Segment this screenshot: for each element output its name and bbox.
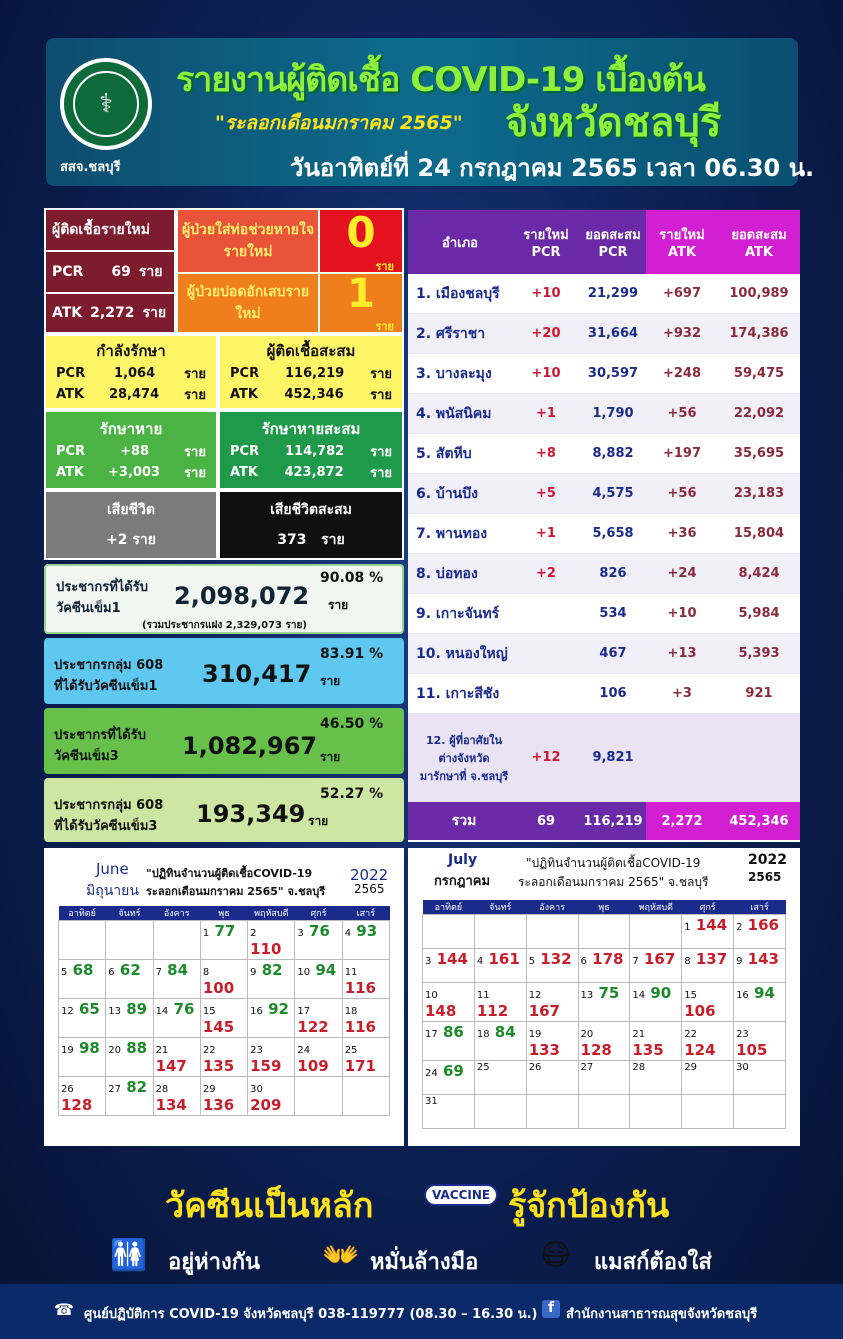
case-count: 145 bbox=[202, 1018, 235, 1036]
vaccine-dose3: ประชากรที่ได้รับ วัคซีนเข็ม3 1,082,967 46.50 % ราย bbox=[44, 708, 404, 774]
calendar-day bbox=[59, 921, 106, 960]
calendar-june: June มิถุนายน "ปฏิทินจำนวนผู้ติดเชื้อCOVID-19 ระลอกเดือนมกราคม 2565" จ.ชลบุรี 2022 2565 อาทิตย์ จันทร์ อังคาร พุธ พฤหัสบดี ศุกร์ เสาร์ 1 77 2 110 3 76 4 93 5 68 6 62 7 84 8 100 9 82 10 94 11 116 12 65 13 89 14 76 15 145 16 92 17 122 18 116 19 98 20 88 21 147 22 135 23 159 24 109 25 171 26 128 27 82 28 134 29 136 30 209 bbox=[44, 848, 404, 1146]
case-count: 178 bbox=[586, 950, 624, 968]
calendar-day bbox=[248, 960, 295, 999]
day-number: 16 bbox=[250, 1006, 263, 1017]
day-number: 3 bbox=[425, 956, 432, 967]
calendar-day bbox=[200, 921, 247, 960]
calendar-day bbox=[682, 949, 734, 983]
case-count: 128 bbox=[61, 1096, 93, 1114]
calendar-day bbox=[342, 999, 389, 1038]
calendar-day bbox=[295, 1038, 342, 1077]
day-number: 21 bbox=[155, 1045, 169, 1056]
day-number: 28 bbox=[632, 1062, 646, 1073]
calendar-day bbox=[526, 1022, 578, 1061]
intubated-value: 0 ราย bbox=[320, 210, 402, 272]
calendar-day bbox=[423, 915, 475, 949]
org-name: สสจ.ชลบุรี bbox=[60, 160, 121, 175]
day-number: 24 bbox=[425, 1068, 438, 1079]
july-grid bbox=[422, 900, 786, 1129]
case-count: 166 bbox=[742, 916, 779, 934]
calendar-day bbox=[106, 1038, 153, 1077]
table-row: 10. หนองใหญ่ 467 +13 5,393 bbox=[408, 634, 800, 674]
weekday-header: เสาร์ bbox=[734, 900, 786, 915]
deaths-box: เสียชีวิต +2 ราย bbox=[46, 492, 216, 558]
case-count: 135 bbox=[632, 1041, 664, 1059]
phone-icon: ☎ bbox=[54, 1300, 74, 1319]
calendar-july: July กรกฎาคม "ปฏิทินจำนวนผู้ติดเชื้อCOVID-19 ระลอกเดือนมกราคม 2565" จ.ชลบุรี 2022 2565 อาทิตย์ จันทร์ อังคาร พุธ พฤหัสบดี ศุกร์ เสาร์ 1 144 2 166 3 144 4 161 5 132 6 178 7 167 8 137 9 143 10 148 11 112 12 167 13 75 14 90 15 106 16 94 17 86 18 84 19 133 20 128 21 135 22 124 23 105 24 69 25 26 27 28 29 30 31 bbox=[408, 848, 800, 1146]
calendar-day bbox=[153, 921, 200, 960]
treating-box: กำลังรักษา PCR 1,064 ราย ATK 28,474 ราย bbox=[46, 336, 216, 408]
weekday-header: ศุกร์ bbox=[295, 906, 342, 921]
calendar-day bbox=[423, 1095, 475, 1129]
calendar-day bbox=[248, 999, 295, 1038]
ministry-logo bbox=[60, 58, 152, 150]
case-count: 134 bbox=[155, 1096, 187, 1114]
case-count: 116 bbox=[344, 979, 376, 997]
calendar-day bbox=[630, 1061, 682, 1095]
case-count: 110 bbox=[250, 940, 282, 958]
weekday-header: จันทร์ bbox=[106, 906, 153, 921]
calendar-day bbox=[342, 1077, 389, 1116]
vaccine-badge: VACCINE bbox=[424, 1184, 498, 1206]
case-count: 75 bbox=[593, 984, 620, 1002]
calendar-day bbox=[474, 1095, 526, 1129]
calendar-day bbox=[734, 949, 786, 983]
day-number: 23 bbox=[736, 1029, 749, 1040]
day-number: 11 bbox=[344, 967, 358, 978]
table-row: 11. เกาะสีชัง 106 +3 921 bbox=[408, 674, 800, 714]
calendar-day bbox=[526, 983, 578, 1022]
case-count: 136 bbox=[202, 1096, 235, 1114]
day-number: 26 bbox=[528, 1062, 542, 1073]
footer bbox=[0, 1284, 843, 1339]
case-count: 135 bbox=[202, 1057, 235, 1075]
case-count: 167 bbox=[528, 1002, 560, 1020]
case-count: 68 bbox=[67, 961, 94, 979]
weekday-header: พุธ bbox=[200, 906, 247, 921]
slogan-left: วัคซีนเป็นหลัก bbox=[165, 1186, 374, 1226]
day-number: 6 bbox=[580, 956, 587, 967]
calendar-day bbox=[59, 960, 106, 999]
recovered-cum-box: รักษาหายสะสม PCR 114,782 ราย ATK 423,872 ราย bbox=[220, 412, 402, 488]
calendar-day bbox=[630, 1095, 682, 1129]
day-number: 30 bbox=[250, 1084, 263, 1095]
table-row: 9. เกาะจันทร์ 534 +10 5,984 bbox=[408, 594, 800, 634]
deaths-cum-box: เสียชีวิตสะสม 373 ราย bbox=[220, 492, 402, 558]
calendar-day bbox=[200, 999, 247, 1038]
case-count: 124 bbox=[684, 1041, 716, 1059]
calendar-day bbox=[295, 921, 342, 960]
day-number: 22 bbox=[202, 1045, 216, 1056]
calendar-day bbox=[734, 1022, 786, 1061]
calendar-day bbox=[578, 1061, 630, 1095]
day-number: 2 bbox=[250, 928, 257, 939]
weekday-header: พุธ bbox=[578, 900, 630, 915]
weekday-header: อาทิตย์ bbox=[423, 900, 475, 915]
case-count: 159 bbox=[250, 1057, 282, 1075]
calendar-day bbox=[630, 949, 682, 983]
day-number: 2 bbox=[736, 922, 743, 933]
day-number: 4 bbox=[476, 956, 484, 967]
weekday-header: อังคาร bbox=[526, 900, 578, 915]
weekday-header: อังคาร bbox=[153, 906, 200, 921]
table-row-total: รวม 69 116,219 2,272 452,346 bbox=[408, 802, 800, 840]
day-number: 19 bbox=[528, 1029, 542, 1040]
calendar-day bbox=[342, 960, 389, 999]
calendar-day bbox=[682, 1095, 734, 1129]
footer-hotline[interactable]: ศูนย์ปฏิบัติการ COVID-19 จังหวัดชลบุรี 038-119777 (08.30 – 16.30 น.) bbox=[84, 1307, 538, 1322]
day-number: 6 bbox=[108, 967, 115, 978]
calendar-day bbox=[295, 1077, 342, 1116]
calendar-day bbox=[153, 999, 200, 1038]
calendar-day bbox=[106, 921, 153, 960]
calendar-day bbox=[248, 1038, 295, 1077]
table-body bbox=[408, 274, 800, 714]
case-count: 161 bbox=[483, 950, 520, 968]
calendar-day bbox=[526, 915, 578, 949]
calendar-day bbox=[200, 960, 247, 999]
vaccine-608-dose3: ประชากรกลุ่ม 608 ที่ได้รับวัคซีนเข็ม3 193,349 52.27 % ราย bbox=[44, 778, 404, 842]
case-count: 112 bbox=[476, 1002, 509, 1020]
day-number: 23 bbox=[250, 1045, 263, 1056]
june-grid bbox=[58, 906, 390, 1116]
day-number: 31 bbox=[425, 1096, 438, 1107]
calendar-day bbox=[106, 960, 153, 999]
day-number: 17 bbox=[425, 1029, 438, 1040]
calendar-day bbox=[295, 960, 342, 999]
weekday-header: อาทิตย์ bbox=[59, 906, 106, 921]
day-number: 18 bbox=[476, 1029, 490, 1040]
case-count: 82 bbox=[256, 961, 283, 979]
case-count: 93 bbox=[351, 922, 378, 940]
day-number: 9 bbox=[736, 956, 743, 967]
day-number: 22 bbox=[684, 1029, 697, 1040]
calendar-day bbox=[734, 983, 786, 1022]
day-number: 24 bbox=[297, 1045, 311, 1056]
district-table bbox=[408, 210, 800, 842]
calendar-day bbox=[295, 999, 342, 1038]
day-number: 21 bbox=[632, 1029, 646, 1040]
case-count: 137 bbox=[690, 950, 728, 968]
calendar-day bbox=[578, 1095, 630, 1129]
wave-subtitle: "ระลอกเดือนมกราคม 2565" bbox=[215, 112, 463, 134]
day-number: 3 bbox=[297, 928, 304, 939]
calendar-day bbox=[248, 921, 295, 960]
day-number: 12 bbox=[61, 1006, 74, 1017]
case-count: 105 bbox=[736, 1041, 768, 1059]
calendar-day bbox=[423, 949, 475, 983]
calendar-day bbox=[153, 1077, 200, 1116]
case-count: 76 bbox=[168, 1000, 195, 1018]
case-count: 82 bbox=[121, 1078, 148, 1096]
case-count: 62 bbox=[114, 961, 141, 979]
day-number: 25 bbox=[344, 1045, 358, 1056]
handwash-icon: 👐 bbox=[322, 1238, 360, 1273]
case-count: 76 bbox=[303, 922, 330, 940]
day-number: 8 bbox=[202, 967, 210, 978]
calendar-day bbox=[59, 999, 106, 1038]
case-count: 94 bbox=[310, 961, 337, 979]
case-count: 109 bbox=[297, 1057, 329, 1075]
day-number: 14 bbox=[632, 990, 646, 1001]
case-count: 100 bbox=[202, 979, 235, 997]
distance-icon: 🚻 bbox=[110, 1238, 148, 1273]
case-count: 94 bbox=[748, 984, 775, 1002]
calendar-day bbox=[200, 1077, 247, 1116]
day-number: 19 bbox=[61, 1045, 74, 1056]
calendar-day bbox=[106, 1077, 153, 1116]
case-count: 69 bbox=[437, 1062, 464, 1080]
case-count: 77 bbox=[209, 922, 236, 940]
day-number: 28 bbox=[155, 1084, 169, 1095]
calendar-day bbox=[423, 1061, 475, 1095]
case-count: 147 bbox=[155, 1057, 187, 1075]
calendar-day bbox=[682, 1022, 734, 1061]
case-count: 144 bbox=[690, 916, 728, 934]
day-number: 17 bbox=[297, 1006, 311, 1017]
day-number: 30 bbox=[736, 1062, 749, 1073]
calendar-day bbox=[734, 915, 786, 949]
calendar-day bbox=[200, 1038, 247, 1077]
calendar-day bbox=[578, 915, 630, 949]
day-number: 11 bbox=[476, 990, 490, 1001]
province-title: จังหวัดชลบุรี bbox=[505, 100, 722, 146]
day-number: 13 bbox=[108, 1006, 122, 1017]
day-number: 26 bbox=[61, 1084, 74, 1095]
table-row: 6. บ้านบึง +5 4,575 +56 23,183 bbox=[408, 474, 800, 514]
footer-facebook[interactable]: สำนักงานสาธารณสุขจังหวัดชลบุรี bbox=[566, 1307, 758, 1322]
calendar-day bbox=[59, 1038, 106, 1077]
case-count: 167 bbox=[638, 950, 676, 968]
calendar-day bbox=[682, 915, 734, 949]
day-number: 1 bbox=[202, 928, 210, 939]
day-number: 7 bbox=[632, 956, 639, 967]
pneumonia-value: 1 ราย bbox=[320, 274, 402, 332]
calendar-day bbox=[474, 983, 526, 1022]
calendar-day bbox=[342, 1038, 389, 1077]
case-count: 116 bbox=[344, 1018, 376, 1036]
calendar-day bbox=[474, 949, 526, 983]
report-date: วันอาทิตย์ที่ 24 กรกฎาคม 2565 เวลา 06.30 น. bbox=[290, 154, 815, 182]
case-count: 98 bbox=[73, 1039, 100, 1057]
calendar-day bbox=[734, 1095, 786, 1129]
mask-text: แมสก์ต้องใส่ bbox=[594, 1250, 712, 1275]
case-count: 92 bbox=[262, 1000, 289, 1018]
calendar-day bbox=[526, 1095, 578, 1129]
day-number: 12 bbox=[528, 990, 542, 1001]
table-row-other: 12. ผู้ที่อาศัยใน ต่างจังหวัด มารักษาที่ จ.ชลบุรี +12 9,821 bbox=[408, 714, 800, 802]
cumulative-box: ผู้ติดเชื้อสะสม PCR 116,219 ราย ATK 452,346 ราย bbox=[220, 336, 402, 408]
case-count: 86 bbox=[437, 1023, 464, 1041]
calendar-day bbox=[682, 983, 734, 1022]
case-count: 143 bbox=[742, 950, 779, 968]
case-count: 133 bbox=[528, 1041, 560, 1059]
table-row: 1. เมืองชลบุรี +10 21,299 +697 100,989 bbox=[408, 274, 800, 314]
case-count: 84 bbox=[161, 961, 189, 979]
day-number: 9 bbox=[250, 967, 257, 978]
day-number: 20 bbox=[580, 1029, 594, 1040]
day-number: 5 bbox=[61, 967, 68, 978]
calendar-day bbox=[474, 1022, 526, 1061]
case-count: 106 bbox=[684, 1002, 716, 1020]
day-number: 20 bbox=[108, 1045, 122, 1056]
case-count: 171 bbox=[344, 1057, 376, 1075]
day-number: 15 bbox=[684, 990, 697, 1001]
day-number: 8 bbox=[684, 956, 691, 967]
day-number: 18 bbox=[344, 1006, 358, 1017]
new-atk: ATK 2,272 ราย bbox=[46, 294, 174, 332]
calendar-day bbox=[474, 915, 526, 949]
case-count: 132 bbox=[535, 950, 572, 968]
calendar-day bbox=[423, 983, 475, 1022]
case-count: 128 bbox=[580, 1041, 612, 1059]
calendar-day bbox=[106, 999, 153, 1038]
table-row: 3. บางละมุง +10 30,597 +248 59,475 bbox=[408, 354, 800, 394]
day-number: 15 bbox=[202, 1006, 216, 1017]
vaccine-608-dose1: ประชากรกลุ่ม 608 ที่ได้รับวัคซีนเข็ม1 310,417 83.91 % ราย bbox=[44, 638, 404, 704]
calendar-day bbox=[578, 949, 630, 983]
pneumonia-label: ผู้ป่วยปอดอักเสบรายใหม่ bbox=[178, 274, 318, 332]
calendar-day bbox=[578, 983, 630, 1022]
day-number: 4 bbox=[344, 928, 352, 939]
calendar-day bbox=[59, 1077, 106, 1116]
day-number: 27 bbox=[108, 1084, 122, 1095]
case-count: 65 bbox=[73, 1000, 100, 1018]
new-pcr: PCR 69 ราย bbox=[46, 252, 174, 292]
caduceus-icon: ⚕ bbox=[73, 71, 139, 137]
day-number: 27 bbox=[580, 1062, 594, 1073]
calendar-day bbox=[630, 983, 682, 1022]
case-count: 209 bbox=[250, 1096, 282, 1114]
case-count: 84 bbox=[489, 1023, 516, 1041]
case-count: 144 bbox=[431, 950, 468, 968]
case-count: 148 bbox=[425, 1002, 457, 1020]
case-count: 88 bbox=[121, 1039, 148, 1057]
calendar-day bbox=[526, 1061, 578, 1095]
day-number: 13 bbox=[580, 990, 594, 1001]
calendar-day bbox=[153, 1038, 200, 1077]
calendar-day bbox=[342, 921, 389, 960]
table-row: 2. ศรีราชา +20 31,664 +932 174,386 bbox=[408, 314, 800, 354]
day-number: 10 bbox=[297, 967, 311, 978]
weekday-header: พฤหัสบดี bbox=[630, 900, 682, 915]
table-row: 4. พนัสนิคม +1 1,790 +56 22,092 bbox=[408, 394, 800, 434]
calendar-day bbox=[474, 1061, 526, 1095]
facebook-icon: f bbox=[542, 1300, 560, 1318]
recovered-box: รักษาหาย PCR +88 ราย ATK +3,003 ราย bbox=[46, 412, 216, 488]
slogan-right: รู้จักป้องกัน bbox=[508, 1186, 670, 1226]
calendar-day bbox=[734, 1061, 786, 1095]
table-row: 5. สัตหีบ +8 8,882 +197 35,695 bbox=[408, 434, 800, 474]
vaccine-dose1: ประชากรที่ได้รับ วัคซีนเข็ม1 2,098,072 90.08 % ราย (รวมประชากรแฝง 2,329,073 ราย) bbox=[44, 564, 404, 634]
day-number: 7 bbox=[155, 967, 162, 978]
calendar-day bbox=[423, 1022, 475, 1061]
day-number: 5 bbox=[528, 956, 536, 967]
weekday-header: ศุกร์ bbox=[682, 900, 734, 915]
calendar-day bbox=[526, 949, 578, 983]
weekday-header: เสาร์ bbox=[342, 906, 389, 921]
calendar-day bbox=[578, 1022, 630, 1061]
report-title: รายงานผู้ติดเชื้อ COVID-19 เบื้องต้น bbox=[176, 60, 705, 100]
calendar-day bbox=[630, 1022, 682, 1061]
day-number: 1 bbox=[684, 922, 691, 933]
weekday-header: จันทร์ bbox=[474, 900, 526, 915]
case-count: 89 bbox=[121, 1000, 148, 1018]
day-number: 29 bbox=[684, 1062, 697, 1073]
day-number: 14 bbox=[155, 1006, 169, 1017]
calendar-day bbox=[682, 1061, 734, 1095]
intubated-label: ผู้ป่วยใส่ท่อช่วยหายใจรายใหม่ bbox=[178, 210, 318, 272]
table-row: 7. พานทอง +1 5,658 +36 15,804 bbox=[408, 514, 800, 554]
day-number: 25 bbox=[476, 1062, 490, 1073]
weekday-header: พฤหัสบดี bbox=[248, 906, 295, 921]
mask-icon: 😷 bbox=[540, 1238, 572, 1273]
calendar-day bbox=[248, 1077, 295, 1116]
case-count: 90 bbox=[645, 984, 672, 1002]
day-number: 16 bbox=[736, 990, 749, 1001]
table-row: 8. บ่อทอง +2 826 +24 8,424 bbox=[408, 554, 800, 594]
case-count: 122 bbox=[297, 1018, 329, 1036]
handwash-text: หมั่นล้างมือ bbox=[370, 1250, 479, 1275]
distance-text: อยู่ห่างกัน bbox=[168, 1250, 261, 1275]
day-number: 10 bbox=[425, 990, 438, 1001]
day-number: 29 bbox=[202, 1084, 216, 1095]
calendar-day bbox=[153, 960, 200, 999]
new-cases-label: ผู้ติดเชื้อรายใหม่ bbox=[46, 210, 174, 250]
calendar-day bbox=[630, 915, 682, 949]
table-header: อำเภอ รายใหม่ PCR ยอดสะสม PCR รายใหม่ ATK ยอดสะสม ATK bbox=[408, 210, 800, 274]
